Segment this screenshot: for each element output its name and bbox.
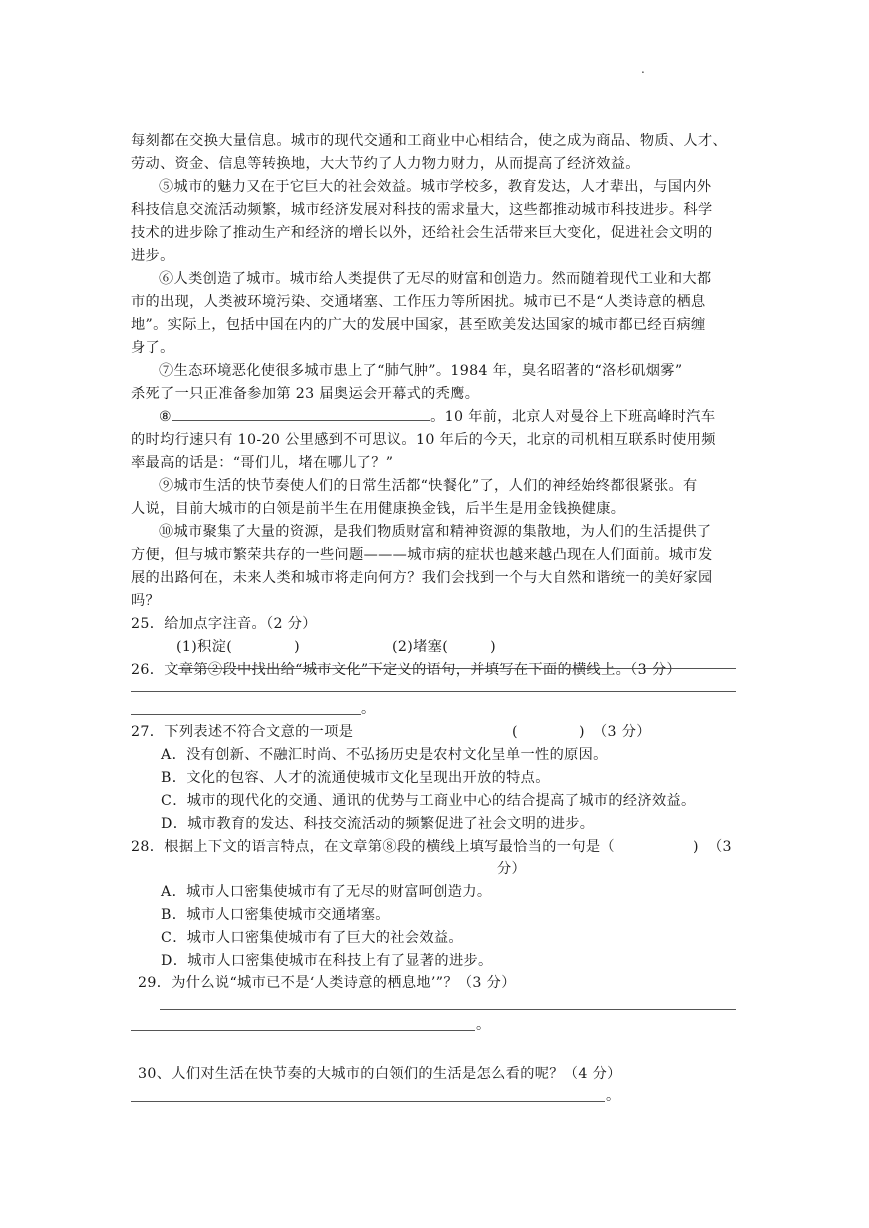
- answer-line[interactable]: [131, 691, 736, 692]
- paragraph-marker: ⑧: [159, 409, 173, 425]
- question-29-stem: 29．为什么说“城市已不是‘人类诗意的栖息地’”？（3 分）: [138, 975, 516, 991]
- passage-line: 吗？: [131, 593, 161, 609]
- passage-line: 每刻都在交换大量信息。城市的现代交通和工商业中心相结合，使之成为商品、物质、人才、: [131, 133, 728, 149]
- end-mark: 。: [361, 701, 376, 717]
- option-a[interactable]: A．没有创新、不融汇时尚、不弘扬历史是农村文化呈单一性的原因。: [161, 747, 608, 763]
- answer-line[interactable]: [131, 1030, 475, 1031]
- option-b[interactable]: B．城市人口密集使城市交通堵塞。: [161, 907, 390, 923]
- passage-line: ⑥人类创造了城市。城市给人类提供了无尽的财富和创造力。然而随着现代工业和大都: [159, 271, 712, 287]
- question-25-item-2: (2)堵塞( ): [392, 639, 496, 655]
- end-mark: 。: [476, 1017, 491, 1033]
- passage-line: 展的出路何在，未来人类和城市将走向何方？我们会找到一个与大自然和谐统一的美好家园: [131, 570, 713, 586]
- passage-line: 劳动、资金、信息等转换地，大大节约了人力物力财力，从而提高了经济效益。: [131, 156, 640, 172]
- passage-line: 进步。: [131, 248, 175, 264]
- option-c[interactable]: C．城市人口密集使城市有了巨大的社会效益。: [161, 930, 463, 946]
- passage-line: 人说，目前大城市的白领是前半生在用健康换金钱，后半生是用金钱换健康。: [131, 501, 626, 517]
- passage-line: 杀死了一只正准备参加第 23 届奥运会开幕式的秃鹰。: [131, 386, 480, 402]
- passage-line: 方便，但与城市繁荣共存的一些问题———城市病的症状也越来越凸现在人们面前。城市发: [131, 547, 713, 563]
- passage-line: 身了。: [131, 340, 175, 356]
- question-26-stem: 26．文章第②段中找出给“城市文化”下定义的语句，并填写在下面的横线上。（3 分）: [131, 662, 681, 678]
- option-a[interactable]: A．城市人口密集使城市有了无尽的财富呵创造力。: [161, 884, 492, 900]
- passage-line: ⑨城市生活的快节奏使人们的日常生活都“快餐化”了，人们的神经始终都很紧张。有: [159, 478, 698, 494]
- option-b[interactable]: B．文化的包容、人才的流通使城市文化呈现出开放的特点。: [161, 770, 550, 786]
- passage-line: ⑦生态环境恶化使很多城市患上了“肺气肿”。1984 年，臭名昭著的“洛杉矶烟雾”: [159, 363, 683, 379]
- answer-line[interactable]: [131, 714, 361, 715]
- answer-line[interactable]: [131, 1101, 605, 1102]
- fill-blank-line[interactable]: [172, 406, 430, 421]
- question-27-score: （3 分）: [593, 724, 651, 740]
- passage-line: 市的出现，人类被环境污染、交通堵塞、工作压力等所困扰。城市已不是“人类诗意的栖息: [131, 294, 706, 310]
- question-30-stem: 30、人们对生活在快节奏的大城市的白领们的生活是怎么看的呢？（4 分）: [138, 1066, 622, 1082]
- passage-line: ⑩城市聚集了大量的资源，是我们物质财富和精神资源的集散地，为人们的生活提供了: [159, 524, 712, 540]
- answer-line[interactable]: [160, 1009, 736, 1010]
- answer-paren-close: ): [693, 839, 699, 855]
- question-28-score-cont: 分）: [497, 861, 527, 877]
- passage-line: ⑤城市的魅力又在于它巨大的社会效益。城市学校多，教育发达，人才辈出，与国内外: [159, 179, 712, 195]
- question-28-score: （3: [708, 839, 732, 855]
- answer-paren-close: ): [579, 724, 585, 740]
- question-27-stem: 27．下列表述不符合文意的一项是: [131, 724, 354, 740]
- question-25-item-1: (1)积淀( ): [176, 639, 300, 655]
- answer-line[interactable]: [178, 668, 736, 669]
- option-d[interactable]: D．城市教育的发达、科技交流活动的频繁促进了社会文明的进步。: [161, 816, 595, 832]
- passage-line: 的时均行速只有 10-20 公里感到不可思议。10 年后的今天，北京的司机相互联系时使用频: [131, 432, 716, 448]
- question-28-stem: 28．根据上下文的语言特点，在文章第⑧段的横线上填写最恰当的一句是（: [131, 839, 615, 855]
- passage-line: 地”。实际上，包括中国在内的广大的发展中国家，甚至欧美发达国家的城市都已经百病缠: [131, 317, 706, 333]
- passage-line-with-blank: [159, 406, 715, 428]
- question-25-stem: 25．给加点字注音。（2 分）: [131, 616, 317, 632]
- page-mark: .: [641, 62, 645, 76]
- answer-paren-open: (: [512, 724, 518, 740]
- option-d[interactable]: D．城市人口密集使城市在科技上有了显著的进步。: [161, 953, 493, 969]
- passage-line: 技术的进步除了推动生产和经济的增长以外，还给社会生活带来巨大变化，促进社会文明的: [131, 225, 713, 241]
- end-mark: 。: [606, 1088, 621, 1104]
- passage-line: 率最高的话是：“哥们儿，堵在哪儿了？”: [131, 455, 394, 471]
- passage-line: 科技信息交流活动频繁，城市经济发展对科技的需求量大，这些都推动城市科技进步。科学: [131, 202, 713, 218]
- option-c[interactable]: C．城市的现代化的交通、通讯的优势与工商业中心的结合提高了城市的经济效益。: [161, 793, 696, 809]
- passage-text: 。10 年前，北京人对曼谷上下班高峰时汽车: [430, 409, 716, 425]
